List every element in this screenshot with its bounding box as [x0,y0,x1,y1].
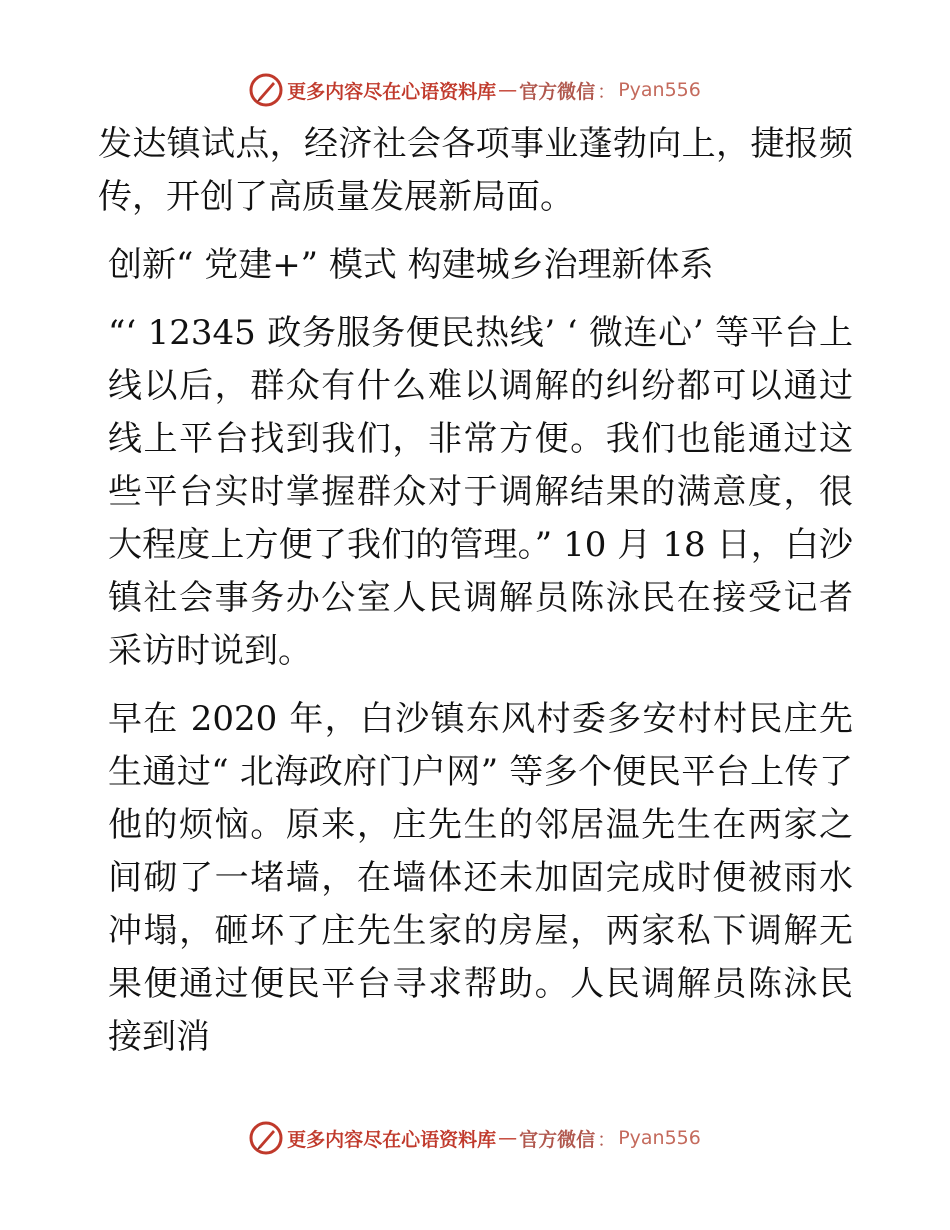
watermark-wechat-label: 官方微信 [519,1128,596,1151]
watermark-colon: ： [597,1128,617,1151]
watermark-separator: — [498,1127,518,1149]
paragraph-case: 早在 2020 年，白沙镇东风村委多安村村民庄先生通过“ 北海政府门户网” 等多个便民平台上传了他的烦恼。原来，庄先生的邻居温先生在两家之间砌了一堵墙，在墙体还未加固完成时便被雨水冲塌，砸坏了庄先生家的房屋，两家私下调解无果便通过便民平台寻求帮助。人民调解员陈泳民接到消 [108,699,853,1057]
section-heading: 创新“ 党建+” 模式 构建城乡治理新体系 [108,245,714,285]
document-body [98,118,853,1079]
watermark-separator: — [498,79,518,101]
header-watermark [0,70,950,110]
watermark-brand: 更多内容尽在心语资料库 [287,1128,497,1151]
paragraph-continuation: 发达镇试点，经济社会各项事业蓬勃向上，捷报频传，开创了高质量发展新局面。 [98,124,853,217]
watermark-wechat-id: Pyan556 [618,79,701,101]
paragraph-quote: “‘ 12345 政务服务便民热线’ ‘ 微连心’ 等平台上线以后，群众有什么难以调解的纠纷都可以通过线上平台找到我们，非常方便。我们也能通过这些平台实时掌握群众对于调解结果的满意度，很大程度上方便了我们的管理。” 10 月 18 日，白沙镇社会事务办公室人民调解员陈泳民在接受记者采访时说到。 [108,313,853,671]
footer-watermark [0,1118,950,1158]
watermark-wechat-id: Pyan556 [618,1127,701,1149]
feather-pen-icon [249,1121,283,1155]
feather-pen-icon [249,73,283,107]
watermark-colon: ： [597,80,617,103]
watermark-wechat-label: 官方微信 [519,80,596,103]
watermark-brand: 更多内容尽在心语资料库 [287,80,497,103]
